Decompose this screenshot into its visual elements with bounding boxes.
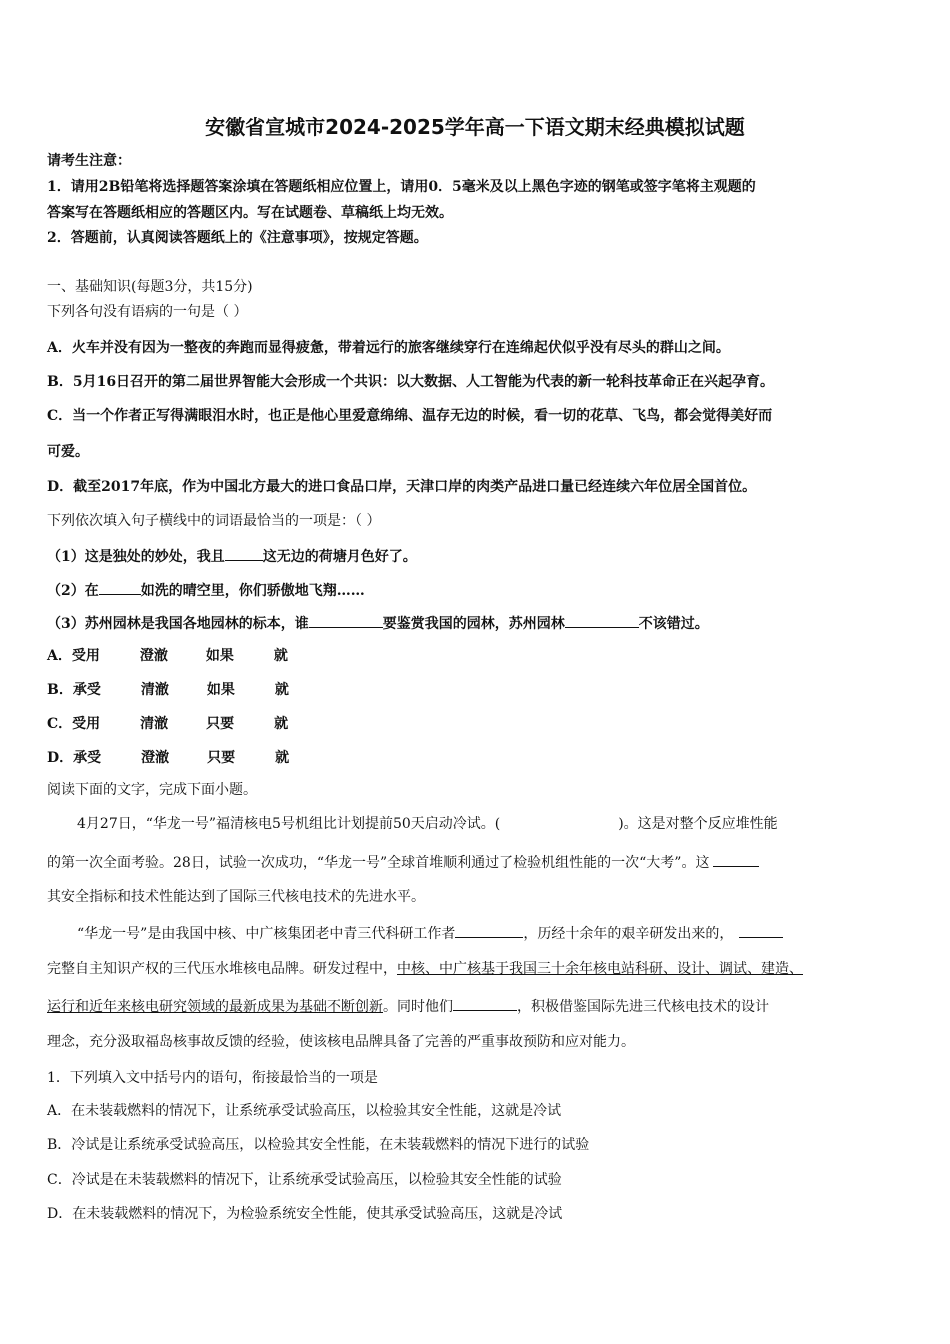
underlined-text: 运行和近年来核电研究领域的最新成果为基础不断创新	[47, 999, 383, 1015]
option-word: 只要	[207, 750, 236, 766]
option-letter: C．	[47, 716, 73, 732]
passage-p2-line-2	[47, 959, 803, 979]
passage-text: ，积极借鉴国际先进三代核电技术的设计	[517, 999, 769, 1015]
passage-p1-line-1	[77, 814, 778, 834]
q2-s1-pre: （1）这是独处的妙处，我且	[47, 549, 225, 565]
fill-blank	[565, 612, 639, 628]
option-word: 只要	[206, 716, 235, 732]
passage-text: 4月27日，“华龙一号”福清核电5号机组比计划提前50天启动冷试。(	[77, 816, 501, 832]
reading-intro: 阅读下面的文字，完成下面小题。	[47, 782, 257, 798]
fill-blank	[309, 612, 383, 628]
option-word: 承受	[73, 750, 102, 766]
option-word: 澄澈	[141, 750, 170, 766]
passage-text: 。同时他们	[383, 999, 453, 1015]
q2-sentence-3	[47, 612, 709, 634]
q2-stem: 下列依次填入句子横线中的词语最恰当的一项是：（ ）	[47, 513, 381, 529]
sub-q1-stem: 1．下列填入文中括号内的语句，衔接最恰当的一项是	[47, 1070, 378, 1086]
q1-option-b: B．5月16日召开的第二届世界智能大会形成一个共识：以大数据、人工智能为代表的新一轮科技革命正在兴起孕育。	[47, 374, 775, 390]
q2-s2-post: 如洗的晴空里，你们骄傲地飞翔……	[140, 583, 365, 599]
q2-sentence-1	[47, 545, 417, 567]
page-title: 安徽省宣城市2024-2025学年高一下语文期末经典模拟试题	[205, 115, 745, 139]
passage-p2-line-3	[47, 995, 769, 1017]
option-word: 就	[274, 682, 289, 698]
notice-item-1-line-2: 答案写在答题纸相应的答题区内。写在试题卷、草稿纸上均无效。	[47, 205, 453, 221]
passage-p1-line-2	[47, 851, 759, 873]
option-word: 就	[275, 750, 290, 766]
option-letter: B．	[47, 682, 73, 698]
fill-blank	[99, 579, 141, 595]
q1-stem: 下列各句没有语病的一句是（ ）	[47, 304, 248, 320]
q2-s3-post: 不该错过。	[638, 616, 709, 632]
q1-option-d: D．截至2017年底，作为中国北方最大的进口食品口岸，天津口岸的肉类产品进口量已经连续六年位居全国首位。	[47, 479, 757, 495]
sub-q1-option-c: C．冷试是在未装载燃料的情况下，让系统承受试验高压，以检验其安全性能的试验	[47, 1172, 562, 1188]
fill-blank	[453, 995, 517, 1011]
option-word: 就	[274, 716, 289, 732]
q2-option-b	[47, 680, 289, 700]
option-word: 就	[273, 648, 288, 664]
q1-option-a: A．火车并没有因为一整夜的奔跑而显得疲惫，带着远行的旅客继续穿行在连绵起伏似乎没有尽头的群山之间。	[47, 340, 730, 356]
option-word: 承受	[72, 682, 101, 698]
passage-text: 的第一次全面考验。28日，试验一次成功，“华龙一号”全球首堆顺利通过了检验机组性能的一次“大考”。这	[47, 855, 710, 871]
q2-s1-post: 这无边的荷塘月色好了。	[262, 549, 417, 565]
q2-option-d	[47, 748, 289, 768]
q2-s3-mid: 要鉴赏我国的园林，苏州园林	[382, 616, 565, 632]
q1-option-c-line-1: C．当一个作者正写得满眼泪水时，也正是他心里爱意绵绵、温存无边的时候，看一切的花草、飞鸟，都会觉得美好而	[47, 408, 773, 424]
notice-item-2: 2．答题前，认真阅读答题纸上的《注意事项》，按规定答题。	[47, 230, 428, 246]
passage-p2-line-4: 理念，充分汲取福岛核事故反馈的经验，使该核电品牌具备了完善的严重事故预防和应对能力。	[47, 1034, 635, 1050]
fill-blank	[225, 545, 263, 561]
sub-q1-option-a: A．在未装载燃料的情况下，让系统承受试验高压，以检验其安全性能，这就是冷试	[47, 1103, 562, 1119]
option-word: 受用	[71, 648, 100, 664]
q2-s3-pre: （3）苏州园林是我国各地园林的标本，谁	[47, 616, 309, 632]
fill-blank	[713, 851, 759, 867]
option-letter: A．	[47, 648, 72, 664]
section-heading: 一、基础知识(每题3分，共15分)	[47, 279, 253, 295]
option-word: 澄澈	[139, 648, 168, 664]
passage-text: )。这是对整个反应堆性能	[618, 816, 778, 832]
fill-blank	[455, 922, 523, 938]
q2-sentence-2	[47, 579, 365, 601]
sub-q1-option-d: D．在未装载燃料的情况下，为检验系统安全性能，使其承受试验高压，这就是冷试	[47, 1206, 563, 1222]
q1-option-c-line-2: 可爱。	[47, 444, 89, 460]
fill-blank	[739, 922, 783, 938]
q2-option-a	[47, 646, 288, 666]
option-word: 受用	[72, 716, 101, 732]
passage-p2-line-1	[77, 922, 783, 944]
notice-item-1-line-1: 1．请用2B铅笔将选择题答案涂填在答题纸相应位置上，请用0．5毫米及以上黑色字迹的钢笔或签字笔将主观题的	[47, 179, 756, 195]
passage-text: “华龙一号”是由我国中核、中广核集团老中青三代科研工作者	[77, 926, 456, 942]
option-word: 如果	[206, 682, 235, 698]
notice-heading: 请考生注意：	[47, 153, 131, 169]
option-word: 清澈	[140, 682, 169, 698]
option-letter: D．	[47, 750, 74, 766]
passage-text: ，历经十余年的艰辛研发出来的，	[523, 926, 734, 942]
q2-s2-pre: （2）在	[47, 583, 99, 599]
option-word: 清澈	[140, 716, 169, 732]
underlined-text: 中核、中广核基于我国三十余年核电站科研、设计、调试、建造、	[397, 961, 803, 977]
passage-text: 完整自主知识产权的三代压水堆核电品牌。研发过程中，	[47, 961, 397, 977]
option-word: 如果	[205, 648, 234, 664]
passage-p1-line-3: 其安全指标和技术性能达到了国际三代核电技术的先进水平。	[47, 889, 425, 905]
sub-q1-option-b: B．冷试是让系统承受试验高压，以检验其安全性能，在未装载燃料的情况下进行的试验	[47, 1137, 590, 1153]
q2-option-c	[47, 714, 288, 734]
